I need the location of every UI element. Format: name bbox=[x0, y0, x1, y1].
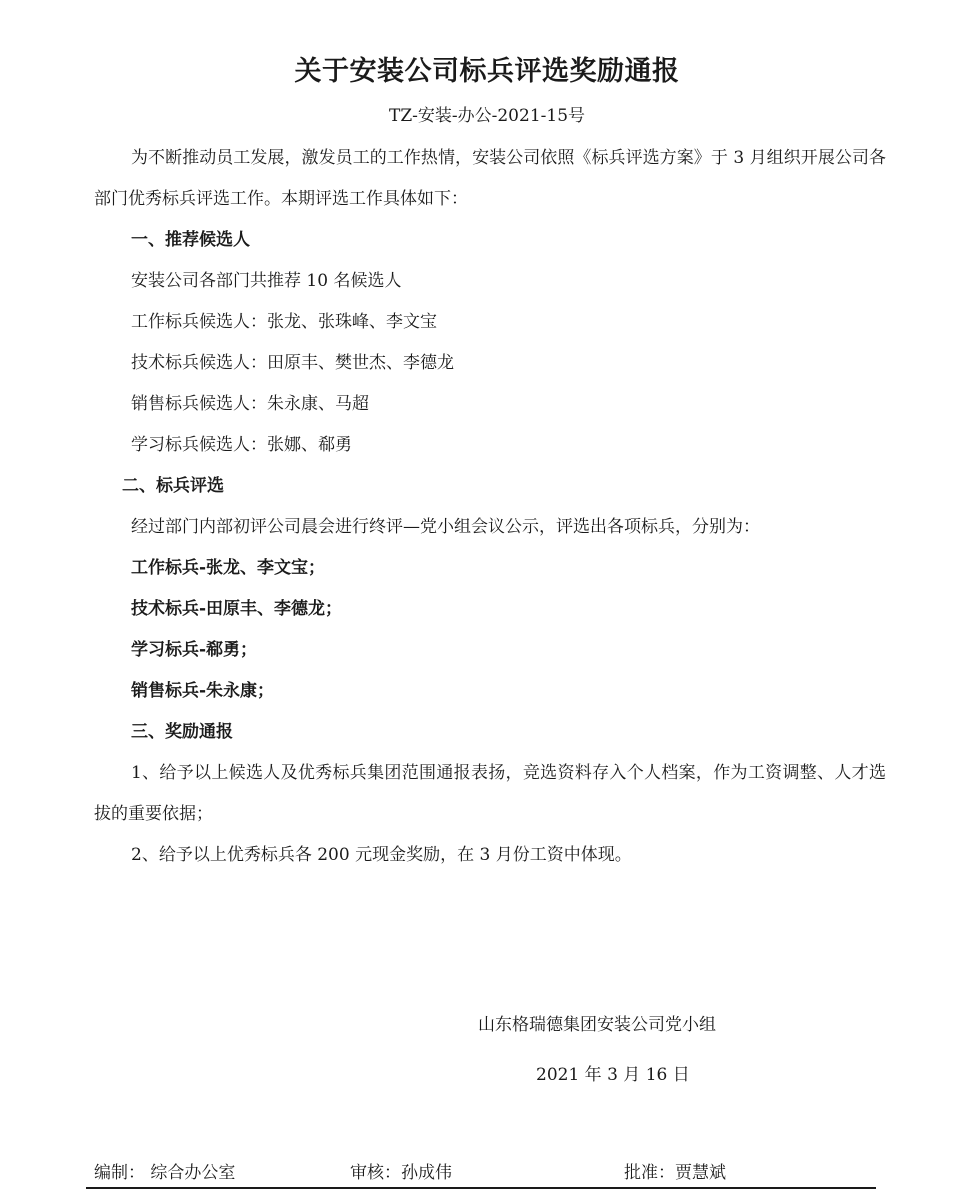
candidate-line-sales: 销售标兵候选人：朱永康、马超 bbox=[131, 394, 369, 414]
signature-date: 2021 年 3 月 16 日 bbox=[536, 1065, 690, 1085]
result-line-sales: 销售标兵-朱永康； bbox=[131, 681, 275, 701]
reward-item-2: 2、给予以上优秀标兵各 200 元现金奖励，在 3 月份工资中体现。 bbox=[131, 845, 632, 865]
approval-footer bbox=[94, 1158, 876, 1188]
result-line-technical: 技术标兵-田原丰、李德龙； bbox=[131, 599, 343, 619]
candidate-line-technical: 技术标兵候选人：田原丰、樊世杰、李德龙 bbox=[131, 353, 454, 373]
footer-divider bbox=[86, 1187, 876, 1189]
reward-item-1: 1、给予以上候选人及优秀标兵集团范围通报表扬，竞选资料存入个人档案，作为工资调整、人才选拔的重要依据； bbox=[94, 763, 886, 824]
footer-reviewed-by: 审核：孙成伟 bbox=[350, 1163, 452, 1183]
result-line-study: 学习标兵-郗勇； bbox=[131, 640, 258, 660]
section-heading-selection: 二、标兵评选 bbox=[122, 476, 224, 496]
footer-approved-by: 批准：贾慧斌 bbox=[624, 1163, 726, 1183]
intro-paragraph: 为不断推动员工发展，激发员工的工作热情，安装公司依照《标兵评选方案》于 3 月组织开展公司各部门优秀标兵评选工作。本期评选工作具体如下： bbox=[94, 148, 886, 209]
signature-organization: 山东格瑞德集团安装公司党小组 bbox=[478, 1015, 716, 1035]
candidate-summary-line: 安装公司各部门共推荐 10 名候选人 bbox=[131, 271, 402, 291]
result-line-work: 工作标兵-张龙、李文宝； bbox=[131, 558, 326, 578]
document-title: 关于安装公司标兵评选奖励通报 bbox=[294, 56, 680, 87]
candidate-line-study: 学习标兵候选人：张娜、郗勇 bbox=[131, 435, 352, 455]
footer-compiled-by: 编制： 综合办公室 bbox=[94, 1163, 236, 1183]
candidate-line-work: 工作标兵候选人：张龙、张珠峰、李文宝 bbox=[131, 312, 437, 332]
selection-intro-line: 经过部门内部初评公司晨会进行终评—党小组会议公示，评选出各项标兵，分别为： bbox=[131, 517, 760, 537]
document-body bbox=[94, 138, 886, 876]
document-number: TZ-安装-办公-2021-15号 bbox=[388, 106, 586, 126]
section-heading-candidates: 一、推荐候选人 bbox=[131, 230, 250, 250]
section-heading-rewards: 三、奖励通报 bbox=[131, 722, 233, 742]
